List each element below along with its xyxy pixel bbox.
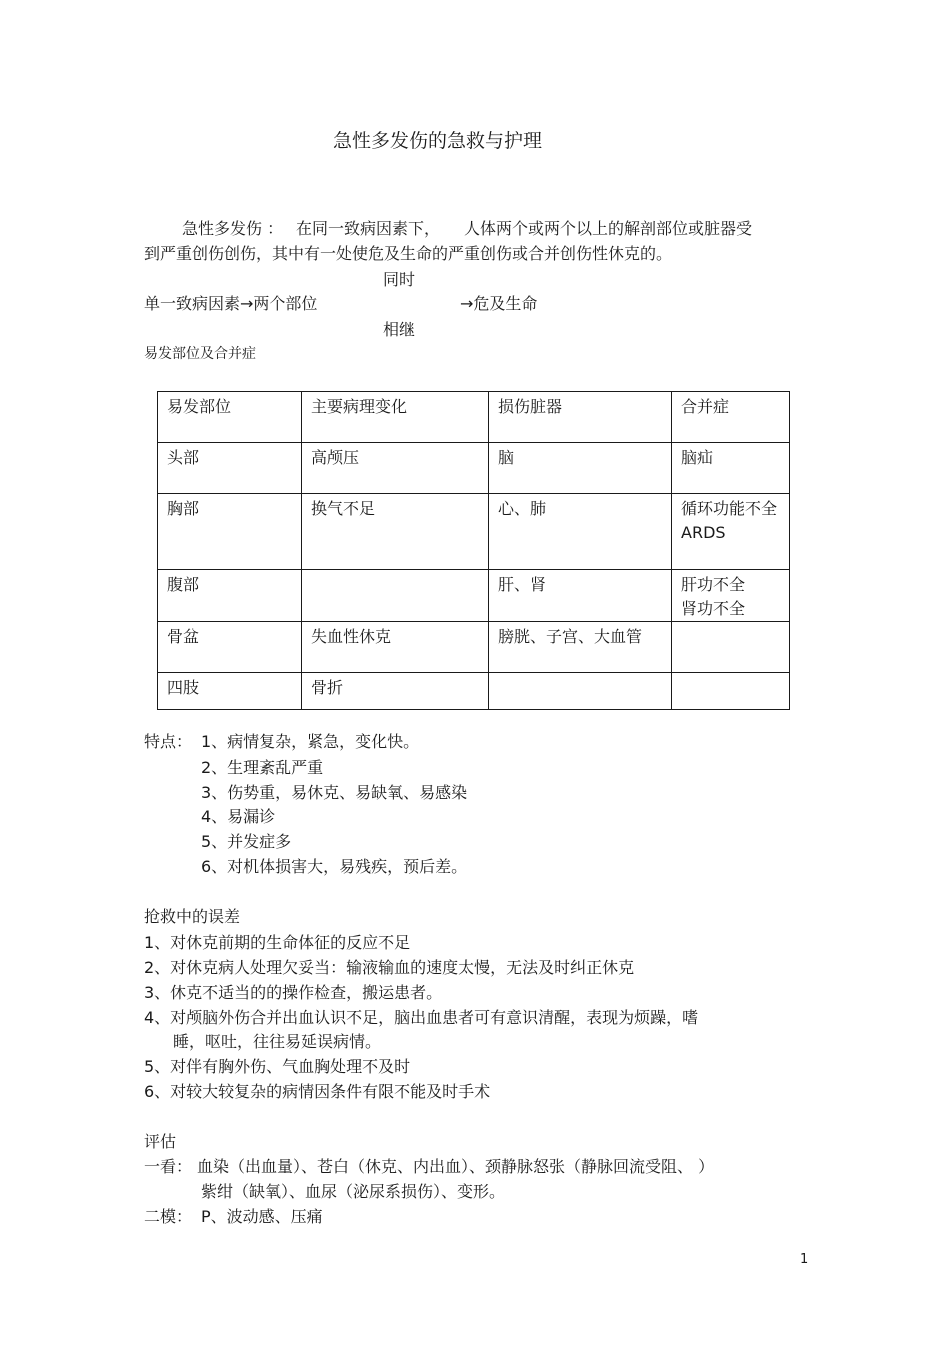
errors-heading: 抢救中的误差: [144, 907, 241, 926]
table-cell: 四肢: [158, 673, 302, 710]
feature-item: 4、易漏诊: [201, 807, 276, 826]
table-cell: [489, 673, 672, 710]
error-item: 4、对颅脑外伤合并出血认识不足，脑出血患者可有意识清醒，表现为烦躁，嗜: [144, 1008, 699, 1027]
table-row: [158, 494, 790, 570]
feature-item: 3、伤势重，易休克、易缺氧、易感染: [201, 783, 468, 802]
diagram-left: 单一致病因素→两个部位: [144, 294, 318, 313]
error-item: 1、对休克前期的生命体征的反应不足: [144, 933, 411, 952]
table-header-row: [158, 392, 790, 443]
feature-item: 5、并发症多: [201, 832, 292, 851]
features-label: 特点：: [144, 732, 193, 751]
table-header-cell: 易发部位: [158, 392, 302, 443]
table-row: [158, 570, 790, 622]
table-cell: 换气不足: [302, 494, 489, 570]
definition-text-b: 人体两个或两个以上的解剖部位或脏器受: [464, 219, 753, 238]
sites-table: [157, 391, 790, 710]
feel-text: P、波动感、压痛: [201, 1207, 323, 1226]
table-cell: [672, 622, 790, 673]
table-cell: 肝、肾: [489, 570, 672, 622]
table-cell: 头部: [158, 443, 302, 494]
table-cell: 膀胱、子宫、大血管: [489, 622, 672, 673]
table-header-cell: 损伤脏器: [489, 392, 672, 443]
table-cell: 心、肺: [489, 494, 672, 570]
table-cell: 脑疝: [672, 443, 790, 494]
diagram-right: →危及生命: [460, 294, 538, 313]
assessment-heading: 评估: [144, 1132, 177, 1151]
error-item: 6、对较大较复杂的病情因条件有限不能及时手术: [144, 1082, 491, 1101]
table-row: [158, 443, 790, 494]
table-cell: 胸部: [158, 494, 302, 570]
look-label: 一看：: [144, 1157, 193, 1176]
page-number: 1: [800, 1252, 809, 1267]
table-row: [158, 622, 790, 673]
error-item: 3、休克不适当的的操作检查，搬运患者。: [144, 983, 443, 1002]
feel-label: 二模：: [144, 1207, 193, 1226]
table-cell: [672, 570, 790, 622]
table-header-cell: 主要病理变化: [302, 392, 489, 443]
feature-item: 2、生理紊乱严重: [201, 758, 324, 777]
table-caption: 易发部位及合并症: [144, 346, 256, 362]
look-line-1: 血染（出血量）、苍白（休克、内出血）、颈静脉怒张（静脉回流受阻、 ）: [197, 1157, 715, 1176]
table-cell: [672, 673, 790, 710]
table-cell: 高颅压: [302, 443, 489, 494]
definition-label: 急性多发伤 ：: [182, 219, 284, 238]
table-cell: 腹部: [158, 570, 302, 622]
feature-item: 1、病情复杂，紧急，变化快。: [201, 732, 420, 751]
definition-line-2: 到严重创伤创伤，其中有一处使危及生命的严重创伤或合并创伤性休克的。: [144, 244, 673, 263]
diagram-top: 同时: [383, 270, 416, 289]
table-cell: 骨盆: [158, 622, 302, 673]
table-header-cell: 合并症: [672, 392, 790, 443]
feature-item: 6、对机体损害大，易残疾，预后差。: [201, 857, 468, 876]
definition-text-a: 在同一致病因素下，: [296, 219, 441, 238]
page-title: 急性多发伤的急救与护理: [333, 130, 543, 152]
cell-text: 肝功不全 肾功不全: [681, 575, 746, 618]
table-cell: 失血性休克: [302, 622, 489, 673]
error-item: 2、对休克病人处理欠妥当：输液输血的速度太慢，无法及时纠正休克: [144, 958, 635, 977]
look-line-2: 紫绀（缺氧）、血尿（泌尿系损伤）、变形。: [201, 1182, 506, 1201]
diagram-bottom: 相继: [383, 320, 416, 339]
table-row: [158, 673, 790, 710]
table-cell: [672, 494, 790, 570]
table-cell: 脑: [489, 443, 672, 494]
cell-text: 循环功能不全 ARDS: [681, 499, 778, 542]
table-cell: [302, 570, 489, 622]
error-item-continued: 睡，呕吐，往往易延误病情。: [173, 1032, 382, 1051]
error-item: 5、对伴有胸外伤、气血胸处理不及时: [144, 1057, 411, 1076]
table-cell: 骨折: [302, 673, 489, 710]
